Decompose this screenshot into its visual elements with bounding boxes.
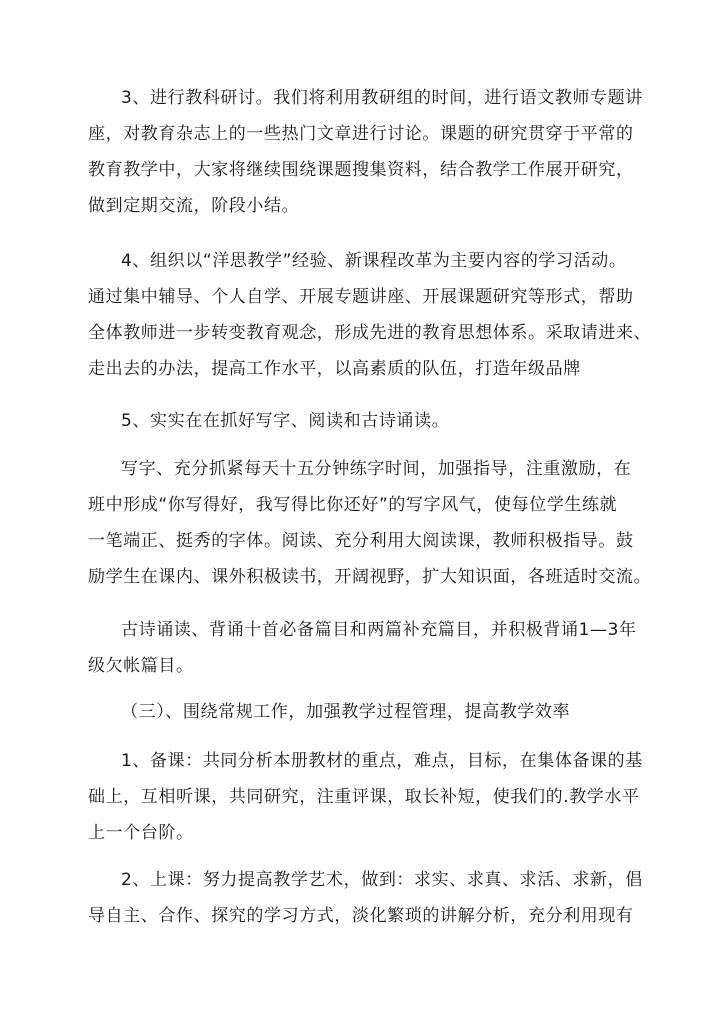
paragraph-teaching-research — [88, 80, 648, 224]
text-line: （三）、围绕常规工作，加强教学过程管理，提高教学效率 — [121, 702, 571, 722]
text-line: 教育教学中，大家将继续围绕课题搜集资料，结合教学工作展开研究， — [88, 160, 634, 180]
paragraph-writing-reading — [88, 403, 648, 439]
paragraph-lesson-prep — [88, 743, 648, 851]
paragraph-poetry — [88, 612, 648, 684]
paragraph-handwriting — [88, 451, 652, 595]
text-line: 础上，互相听课，共同研究，注重评课，取长补短，使我们的.教学水平 — [88, 787, 640, 807]
text-line: 5、实实在在抓好写字、阅读和古诗诵读。 — [121, 411, 450, 431]
section-heading-routine-work — [88, 694, 648, 730]
text-line: 导自主、合作、探究的学习方式，淡化繁琐的讲解分析，充分利用现有 — [88, 906, 634, 926]
text-line: 通过集中辅导、个人自学、开展专题讲座、开展课题研究等形式，帮助 — [88, 287, 634, 307]
text-line: 走出去的办法，提高工作水平，以高素质的队伍，打造年级品牌 — [88, 359, 581, 379]
text-line: 座，对教育杂志上的一些热门文章进行讨论。课题的研究贯穿于平常的 — [88, 124, 634, 144]
text-line: 2、上课：努力提高教学艺术，做到：求实、求真、求活、求新，倡 — [121, 870, 643, 890]
paragraph-classes — [88, 862, 648, 934]
text-line: 上一个台阶。 — [88, 823, 194, 843]
text-line: 古诗诵读、背诵十首必备篇目和两篇补充篇目，并积极背诵1—3年 — [121, 620, 637, 640]
paragraph-learning-activities — [88, 243, 652, 387]
text-line: 全体教师进一步转变教育观念，形成先进的教育思想体系。采取请进来、 — [88, 323, 652, 343]
text-line: 一笔端正、挺秀的字体。阅读、充分利用大阅读课，教师积极指导。鼓 — [88, 531, 634, 551]
text-line: 4、组织以“洋思教学”经验、新课程改革为主要内容的学习活动。 — [121, 251, 627, 271]
text-line: 1、备课：共同分析本册教材的重点，难点，目标，在集体备课的基 — [121, 751, 643, 771]
text-line: 级欠帐篇目。 — [88, 656, 194, 676]
text-line: 做到定期交流，阶段小结。 — [88, 196, 300, 216]
text-line: 班中形成“你写得好，我写得比你还好”的写字风气，使每位学生练就 — [88, 495, 618, 515]
text-line: 励学生在课内、课外积极读书，开阔视野，扩大知识面，各班适时交流。 — [88, 567, 652, 587]
text-line: 写字、充分抓紧每天十五分钟练字时间，加强指导，注重激励，在 — [121, 459, 632, 479]
text-line: 3、进行教科研讨。我们将利用教研组的时间，进行语文教师专题讲 — [121, 88, 643, 108]
